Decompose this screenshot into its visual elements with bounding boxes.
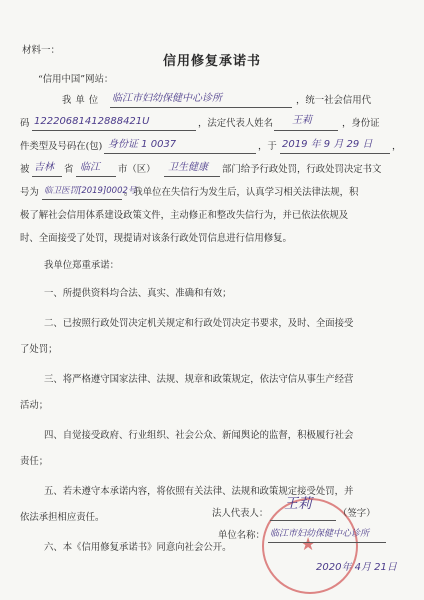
p1-l4d: 部门给予行政处罚，行政处罚决定书文	[222, 164, 382, 175]
province-underline	[32, 176, 62, 177]
p1-l3c: ，	[392, 141, 402, 152]
city-handwritten: 临江	[80, 162, 100, 173]
promise-item-2-cont: 了处罚；	[20, 344, 58, 355]
unit-sign-underline	[268, 542, 386, 543]
promise-intro: 我单位郑重承诺：	[44, 260, 120, 271]
dept-underline	[164, 176, 220, 177]
p1-l5a: 号为	[20, 187, 39, 198]
unit-name-handwritten: 临江市妇幼保健中心诊所	[112, 93, 222, 104]
p1-l4b: 省	[64, 164, 74, 175]
p1-l3b: ，于	[258, 141, 277, 152]
id-underline	[104, 153, 256, 154]
promise-item-5: 五、若未遵守本承诺内容，将依照有关法律、法规和政策规定接受处罚，并	[44, 486, 354, 497]
promise-item-3: 三、将严格遵守国家法律、法规、规章和政策规定，依法守信从事生产经营	[44, 374, 354, 385]
rep-label: 法人代表人：	[212, 508, 269, 519]
city-underline	[76, 176, 116, 177]
dept-handwritten: 卫生健康	[168, 162, 208, 173]
decision-no-handwritten: 临卫医罚[2019]0002号	[44, 186, 137, 196]
p1-l2b: ，法定代表人姓名	[198, 118, 274, 129]
rep-signature-handwritten: 王莉	[284, 496, 312, 512]
promise-item-6: 六、本《信用修复承诺书》同意向社会公开。	[44, 542, 232, 553]
p1-l5b: 。我单位在失信行为发生后，认真学习相关法律法规，积	[124, 187, 359, 198]
date-underline	[280, 153, 390, 154]
sign-mark: （签字）	[338, 508, 376, 519]
rep-name-underline	[274, 130, 338, 131]
credit-code-handwritten: 12220681412888421U	[34, 116, 150, 127]
p1-l2a: 码	[20, 118, 30, 129]
unit-label: 单位名称：	[218, 530, 265, 541]
credit-code-underline	[32, 130, 196, 131]
website-label: “信用中国”网站：	[38, 74, 114, 85]
seal-star-icon: ★	[300, 534, 317, 555]
province-handwritten: 吉林	[34, 162, 54, 173]
rep-sign-underline	[270, 520, 336, 521]
p1-l4c: 市（区）	[118, 164, 156, 175]
promise-item-4-cont: 责任；	[20, 456, 49, 467]
document-title: 信用修复承诺书	[162, 54, 261, 69]
p1-l3a: 件类型及号码在(包)	[20, 141, 103, 152]
p1-l4a: 被	[20, 164, 30, 175]
decision-no-underline	[42, 199, 122, 200]
promise-item-1: 一、所提供资料均合法、真实、准确和有效；	[44, 288, 232, 299]
p1-l1a: 我单位	[62, 95, 103, 106]
unit-signature-handwritten: 临江市妇幼保健中心诊所	[270, 529, 370, 539]
attachment-label: 材料一：	[22, 45, 61, 56]
id-handwritten: 身份证 1 0037	[108, 139, 177, 150]
p1-l7: 时、全面接受了处罚，现提请对该条行政处罚信息进行信用修复。	[20, 233, 292, 244]
sign-date-handwritten: 2020年 4月 21日	[316, 562, 397, 573]
p1-l1b: ，统一社会信用代	[296, 95, 372, 106]
promise-item-5-cont: 依法承担相应责任。	[20, 512, 105, 523]
date-handwritten: 2019 年 9 月 29 日	[282, 139, 373, 150]
promise-item-2: 二、已按照行政处罚决定机关规定和行政处罚决定书要求，及时、全面接受	[44, 318, 354, 329]
rep-name-handwritten: 王莉	[292, 115, 312, 126]
unit-name-underline	[110, 107, 292, 108]
p1-l2c: ，身份证	[342, 118, 380, 129]
promise-item-3-cont: 活动；	[20, 400, 49, 411]
promise-item-4: 四、自觉接受政府、行业组织、社会公众、新闻舆论的监督，积极履行社会	[44, 430, 354, 441]
p1-l6: 极了解社会信用体系建设政策文件，主动修正和整改失信行为，并已依法依规及	[20, 210, 349, 221]
